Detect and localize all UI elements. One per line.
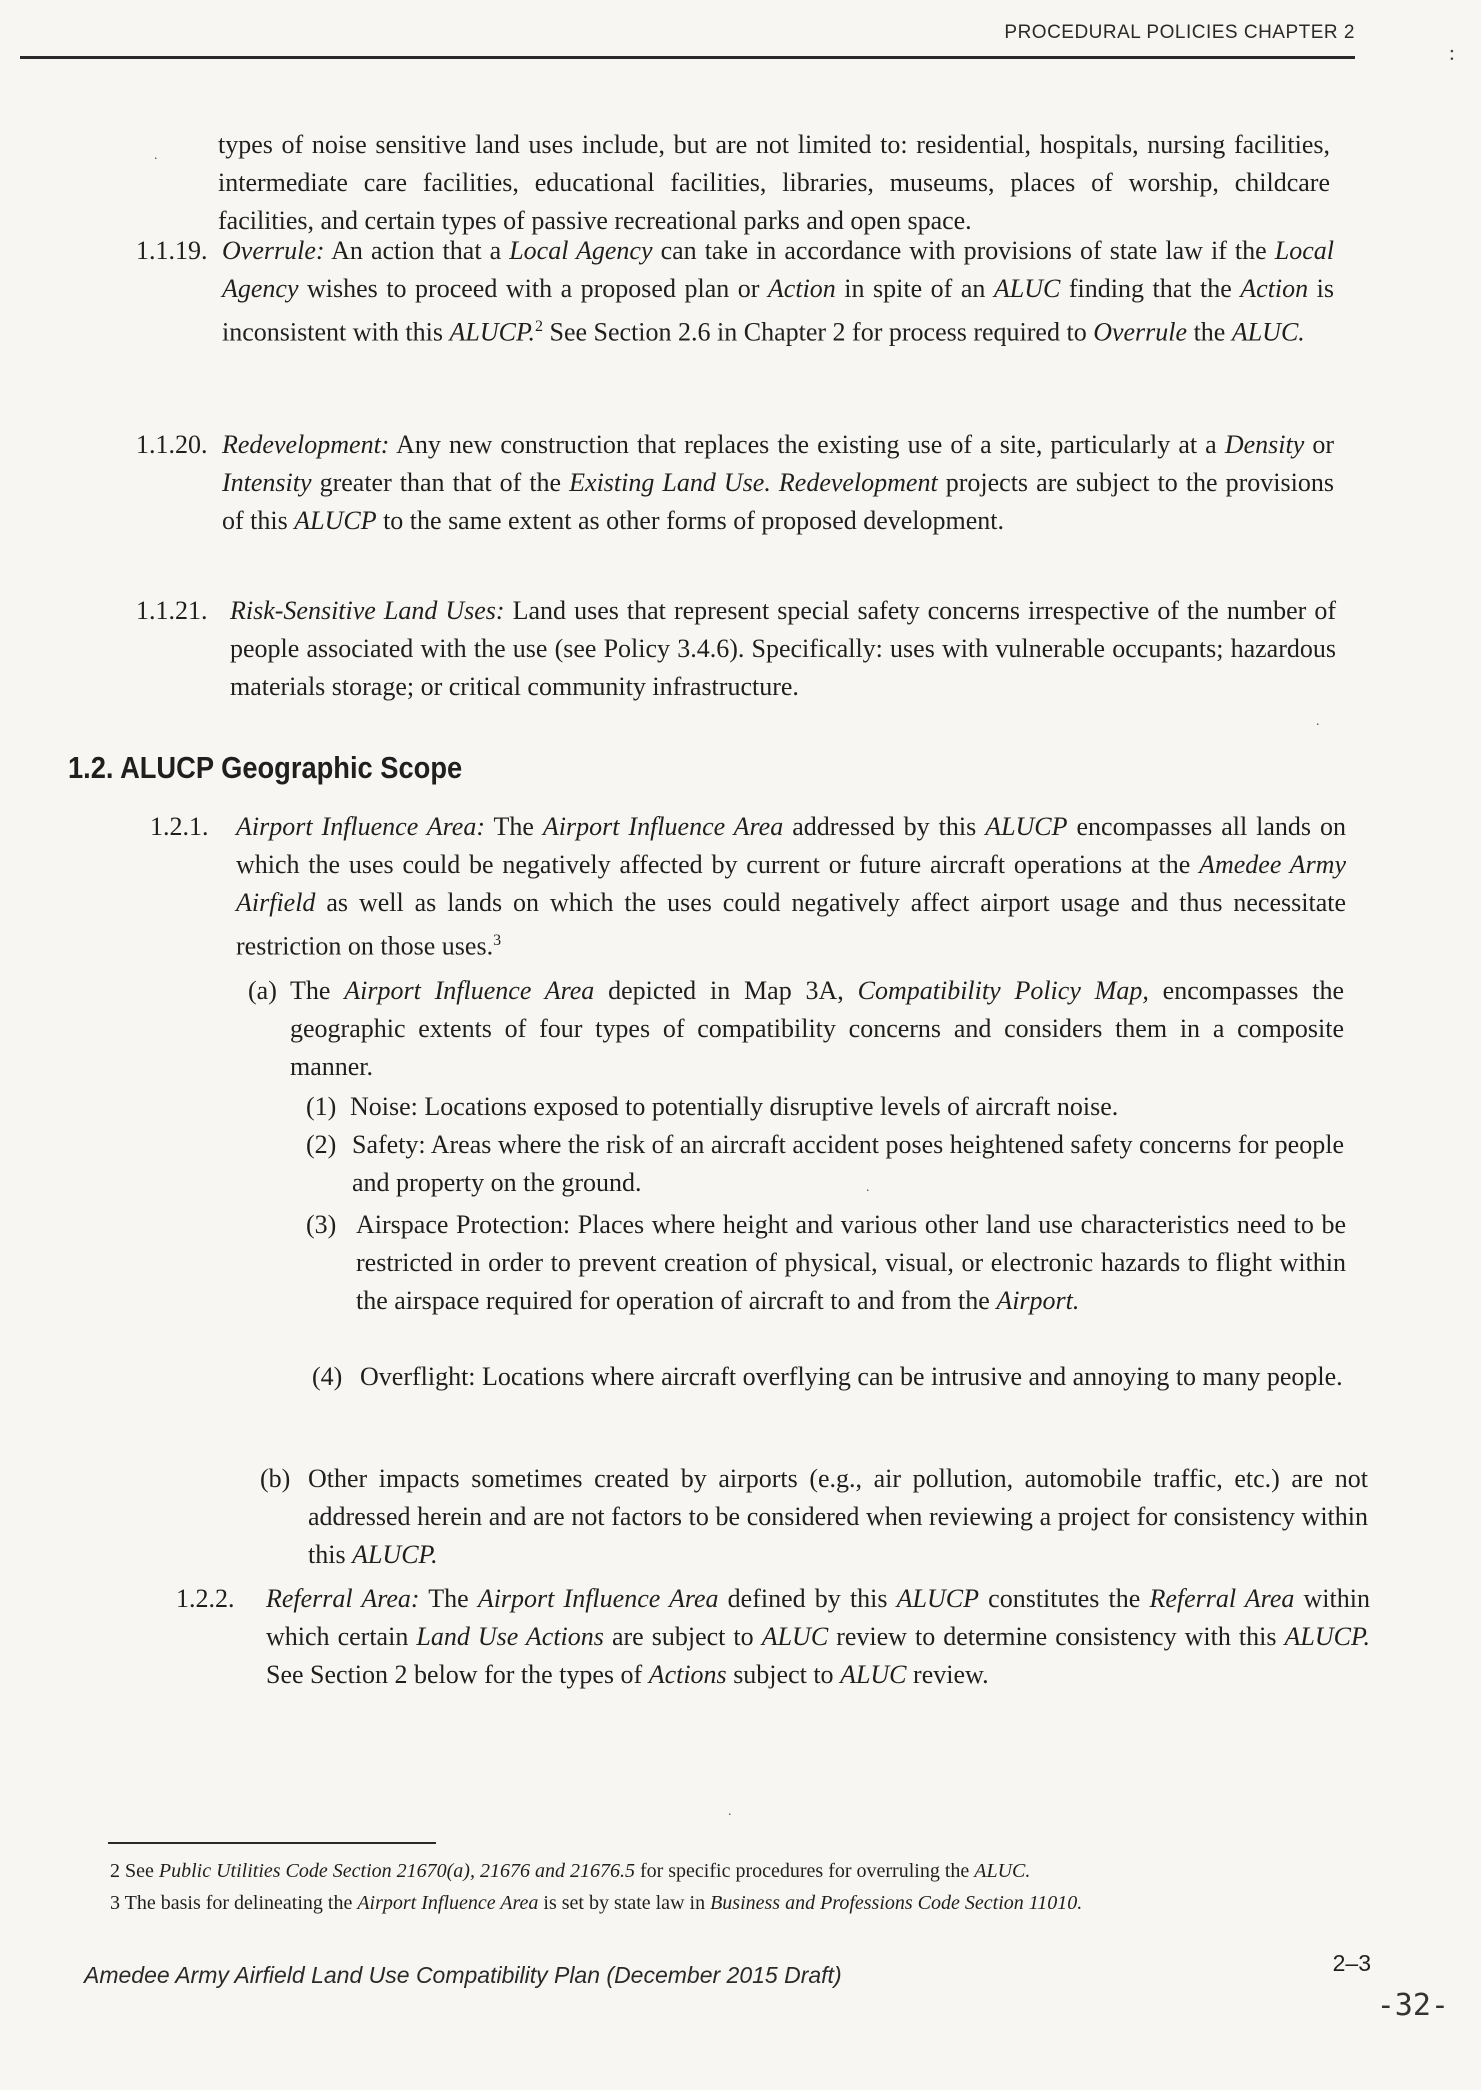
text: depicted in Map 3A, xyxy=(594,976,858,1005)
text xyxy=(771,468,779,497)
footnote-ref-3[interactable]: 3 xyxy=(493,932,502,949)
text: the xyxy=(1187,317,1232,347)
code-citation: Public Utilities Code Section 21670(a), 21676 and 21676.5 xyxy=(158,1860,635,1882)
term-referral-area: Referral Area: xyxy=(266,1584,420,1613)
term-airport-influence-area-ref: Airport Influence Area xyxy=(542,812,784,841)
text: is set by state law in xyxy=(538,1892,711,1914)
definition-risk-sensitive xyxy=(230,592,1336,706)
term-alucp: ALUCP xyxy=(294,506,377,535)
footnote-number: 3 xyxy=(110,1892,120,1914)
term-alucp: ALUCP. xyxy=(449,317,535,347)
term-density: Density xyxy=(1224,430,1305,459)
term-action: Action xyxy=(1240,274,1309,303)
term-alucp: ALUCP xyxy=(985,812,1068,841)
text: greater than that of the xyxy=(311,468,570,497)
text: See Section 2 below for the types of xyxy=(266,1660,649,1689)
footer-document-title: Amedee Army Airfield Land Use Compatibility Plan (December 2015 Draft) xyxy=(84,1962,842,1988)
text: review to determine consistency with this xyxy=(828,1622,1285,1651)
header-rule xyxy=(20,56,1355,59)
definition-overrule xyxy=(222,232,1334,352)
text: finding that the xyxy=(1060,274,1241,303)
text: Airspace Protection: Places where height and various other land use characteristics need to be restricted in order to prevent creation of physical, visual, or electronic hazards to flight within the airspace required for operation of aircraft to and from the xyxy=(356,1210,1346,1315)
text: The xyxy=(419,1584,478,1613)
footnote-2 xyxy=(110,1856,1360,1886)
stray-dot: . xyxy=(866,1180,870,1195)
subitem-safety xyxy=(352,1126,1344,1202)
intro-text: types of noise sensitive land uses include, but are not limited to: residential, hospitals, nursing facilities, intermediate care facilities, educational facilities, libraries, museums, places of worship, childcare facilities, and certain types of passive recreational parks and open space. xyxy=(218,130,1330,235)
item-label-a: (a) xyxy=(248,976,277,1005)
text: constitutes the xyxy=(979,1584,1150,1613)
text: Overflight: Locations where aircraft overflying can be intrusive and annoying to many people. xyxy=(360,1362,1343,1391)
term-land-use-actions: Land Use Actions xyxy=(416,1622,604,1651)
term-airport-influence-area-ref: Airport Influence Area xyxy=(344,976,595,1005)
text: wishes to proceed with a proposed plan or xyxy=(298,274,768,303)
stray-dot: . xyxy=(154,148,158,163)
term-redevelopment: Redevelopment: xyxy=(222,430,390,459)
term-alucp: ALUCP. xyxy=(1284,1622,1371,1651)
subitem-noise xyxy=(350,1088,1344,1126)
text: Other impacts sometimes created by airports (e.g., air pollution, automobile traffic, etc.) are not addressed herein and are not factors to be considered when reviewing a project for consistency within this xyxy=(308,1464,1368,1569)
term-airport: Airport. xyxy=(996,1286,1080,1315)
term-aluc: ALUC. xyxy=(974,1860,1031,1882)
text: within which certain xyxy=(266,1584,1370,1651)
text: Safety: Areas where the risk of an aircraft accident poses heightened safety concerns for people and property on the ground. xyxy=(352,1130,1344,1197)
term-overrule-ref: Overrule xyxy=(1093,317,1188,347)
text: review. xyxy=(906,1660,989,1689)
text: See Section 2.6 in Chapter 2 for process required to xyxy=(543,317,1094,347)
definition-redevelopment xyxy=(222,426,1334,540)
definition-number-1-1-21: 1.1.21. xyxy=(136,596,208,625)
text: defined by this xyxy=(718,1584,897,1613)
referral-area-paragraph xyxy=(266,1580,1370,1694)
stray-dot: . xyxy=(728,1804,732,1819)
term-alucp: ALUCP. xyxy=(352,1540,438,1569)
term-aluc: ALUC. xyxy=(1231,317,1305,347)
text: or xyxy=(1304,430,1334,459)
subitem-label-2: (2) xyxy=(306,1130,337,1159)
text: Land uses that represent special safety concerns irrespective of the number of people associated with the use (see Policy 3.4.6). Specifically: uses with vulnerable occupants; hazardous materials storage; or critical community infrastructure. xyxy=(230,596,1336,701)
term-actions: Actions xyxy=(648,1660,727,1689)
term-airport-influence-area: Airport Influence Area: xyxy=(236,812,485,841)
text: in spite of an xyxy=(835,274,994,303)
section-number-1-2-1: 1.2.1. xyxy=(150,812,209,841)
term-airport-influence-area-ref: Airport Influence Area xyxy=(477,1584,719,1613)
subitem-airspace-protection xyxy=(356,1206,1346,1320)
footnote-number: 2 xyxy=(110,1860,120,1882)
text: Any new construction that replaces the existing use of a site, particularly at a xyxy=(389,430,1225,459)
term-intensity: Intensity xyxy=(222,468,312,497)
stray-dot: . xyxy=(1316,714,1320,729)
page-number: 2–3 xyxy=(1332,1950,1371,1976)
term-existing-land-use: Existing Land Use. xyxy=(569,468,771,497)
text: An action that a xyxy=(324,236,510,265)
term-compatibility-policy-map: Compatibility Policy Map, xyxy=(857,976,1149,1005)
text: See xyxy=(120,1860,159,1882)
text: is inconsistent with this xyxy=(222,274,1335,347)
text: to the same extent as other forms of proposed development. xyxy=(376,506,1005,535)
section-heading-1-2: 1.2. ALUCP Geographic Scope xyxy=(68,750,463,785)
subitem-label-1: (1) xyxy=(306,1092,337,1121)
footnote-rule xyxy=(108,1842,436,1844)
term-aluc: ALUC xyxy=(993,274,1061,303)
text: The basis for delineating the xyxy=(120,1892,358,1914)
text: encompasses all lands on which the uses could be negatively affected by current or future aircraft operations at the xyxy=(236,812,1347,879)
term-airport-influence-area-ref: Airport Influence Area xyxy=(357,1892,539,1914)
text: projects are subject to the provisions of this xyxy=(222,468,1334,535)
term-aluc: ALUC xyxy=(840,1660,907,1689)
subitem-label-4: (4) xyxy=(312,1362,343,1391)
code-citation: Business and Professions Code Section 11010. xyxy=(710,1892,1083,1914)
footnote-ref-2[interactable]: 2 xyxy=(535,318,543,335)
item-b-paragraph xyxy=(308,1460,1368,1574)
text: are subject to xyxy=(603,1622,762,1651)
term-local-agency: Local Agency xyxy=(509,236,653,265)
subitem-label-3: (3) xyxy=(306,1210,337,1239)
term-referral-area-ref: Referral Area xyxy=(1149,1584,1295,1613)
term-action: Action xyxy=(767,274,836,303)
term-overrule: Overrule: xyxy=(222,236,325,265)
term-aluc: ALUC xyxy=(761,1622,829,1651)
text: Noise: Locations exposed to potentially disruptive levels of aircraft noise. xyxy=(350,1092,1119,1121)
definition-number-1-1-20: 1.1.20. xyxy=(136,430,208,459)
running-head: PROCEDURAL POLICIES CHAPTER 2 xyxy=(1004,22,1355,43)
text: addressed by this xyxy=(783,812,986,841)
definition-number-1-1-19: 1.1.19. xyxy=(136,236,208,265)
item-label-b: (b) xyxy=(260,1464,291,1493)
text: subject to xyxy=(726,1660,841,1689)
margin-mark: : xyxy=(1448,40,1455,65)
text: The xyxy=(485,812,543,841)
text: for specific procedures for overruling the xyxy=(634,1860,975,1882)
text: The xyxy=(290,976,345,1005)
text: can take in accordance with provisions of state law if the xyxy=(652,236,1275,265)
subitem-overflight xyxy=(360,1358,1346,1396)
text: as well as lands on which the uses could negatively affect airport usage and thus necessitate restriction on those uses. xyxy=(236,888,1346,961)
section-number-1-2-2: 1.2.2. xyxy=(176,1584,235,1613)
term-local-agency: Local Agency xyxy=(222,236,1334,303)
term-alucp: ALUCP xyxy=(896,1584,980,1613)
item-a-paragraph xyxy=(290,972,1344,1086)
text: encompasses the geographic extents of four types of compatibility concerns and considers them in a composite manner. xyxy=(290,976,1344,1081)
intro-paragraph xyxy=(218,126,1330,240)
term-amedee-army-airfield: Amedee Army Airfield xyxy=(236,850,1346,917)
term-redevelopment-ref: Redevelopment xyxy=(778,468,938,497)
airport-influence-area-paragraph xyxy=(236,808,1346,966)
term-risk-sensitive-land-uses: Risk-Sensitive Land Uses: xyxy=(230,596,505,625)
handwritten-page-number: -32- xyxy=(1376,1988,1449,2023)
footnote-3 xyxy=(110,1888,1360,1918)
